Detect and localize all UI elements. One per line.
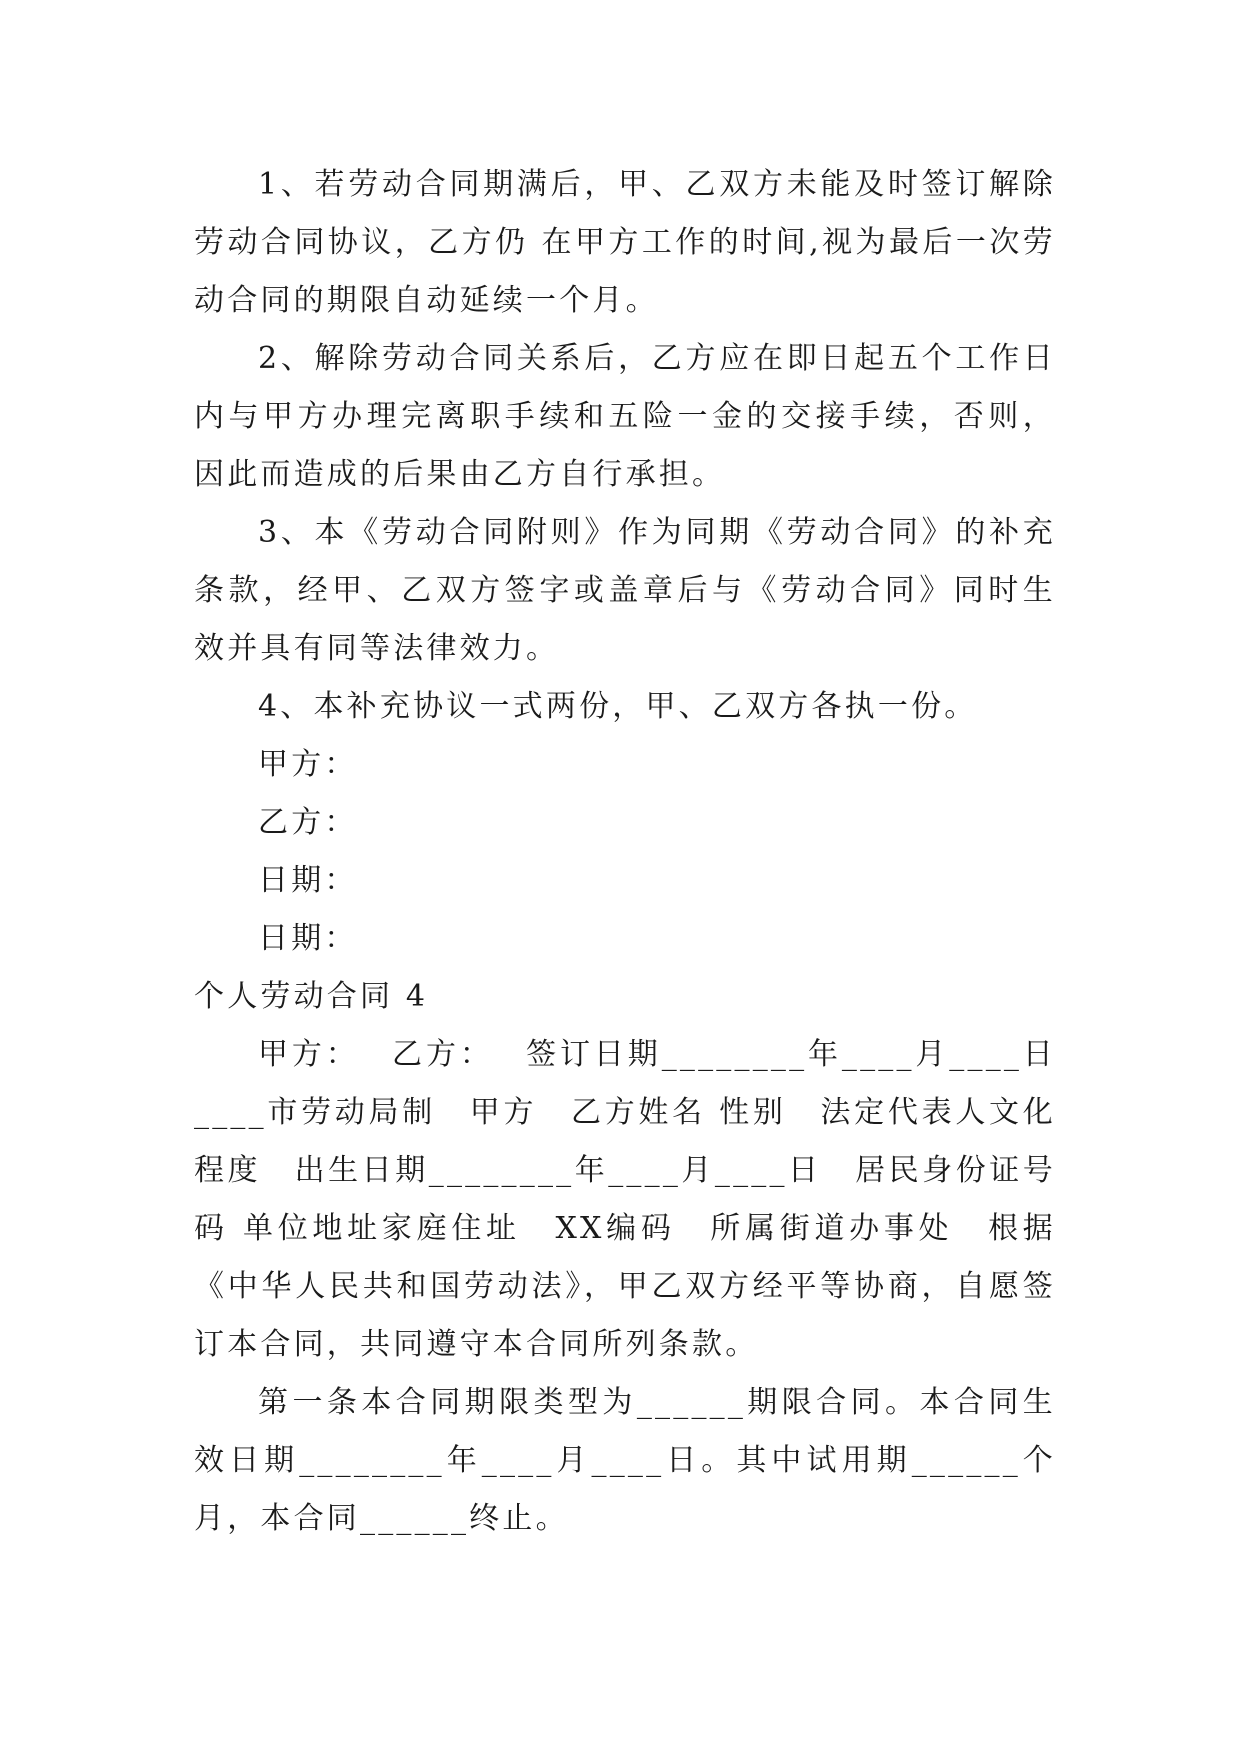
clause-3-paragraph: 3、本《劳动合同附则》作为同期《劳动合同》的补充条款，经甲、乙双方签字或盖章后与《劳动合同》同时生效并具有同等法律效力。: [194, 515, 1056, 666]
party-b-signature-line: 乙方：: [258, 805, 358, 840]
clause-4-paragraph: 4、本补充协议一式两份，甲、乙双方各执一份。: [258, 689, 978, 724]
party-a-signature-line: 甲方：: [258, 747, 358, 782]
article-1-paragraph: 第一条本合同期限类型为______期限合同。本合同生效日期________年____月____日。其中试用期______个月，本合同______终止。: [194, 1385, 1056, 1536]
date-line-2: 日期：: [258, 921, 358, 956]
section-title: 个人劳动合同 4: [194, 979, 429, 1014]
date-line-1: 日期：: [258, 863, 358, 898]
clause-1-paragraph: 1、若劳动合同期满后，甲、乙双方未能及时签订解除劳动合同协议，乙方仍 在甲方工作的时间,视为最后一次劳动合同的期限自动延续一个月。: [194, 167, 1056, 318]
document-body: [194, 156, 1056, 1548]
clause-2-paragraph: 2、解除劳动合同关系后，乙方应在即日起五个工作日内与甲方办理完离职手续和五险一金的交接手续，否则，因此而造成的后果由乙方自行承担。: [194, 341, 1056, 492]
contract-intro-paragraph: 甲方： 乙方： 签订日期________年____月____日 ____市劳动局制 甲方 乙方姓名 性别 法定代表人文化程度 出生日期________年____月____日 居民身份证号码 单位地址家庭住址 XX编码 所属街道办事处 根据《中华人民共和国劳动法》，甲乙双方经平等协商，自愿签订本合同，共同遵守本合同所列条款。: [194, 1037, 1056, 1362]
